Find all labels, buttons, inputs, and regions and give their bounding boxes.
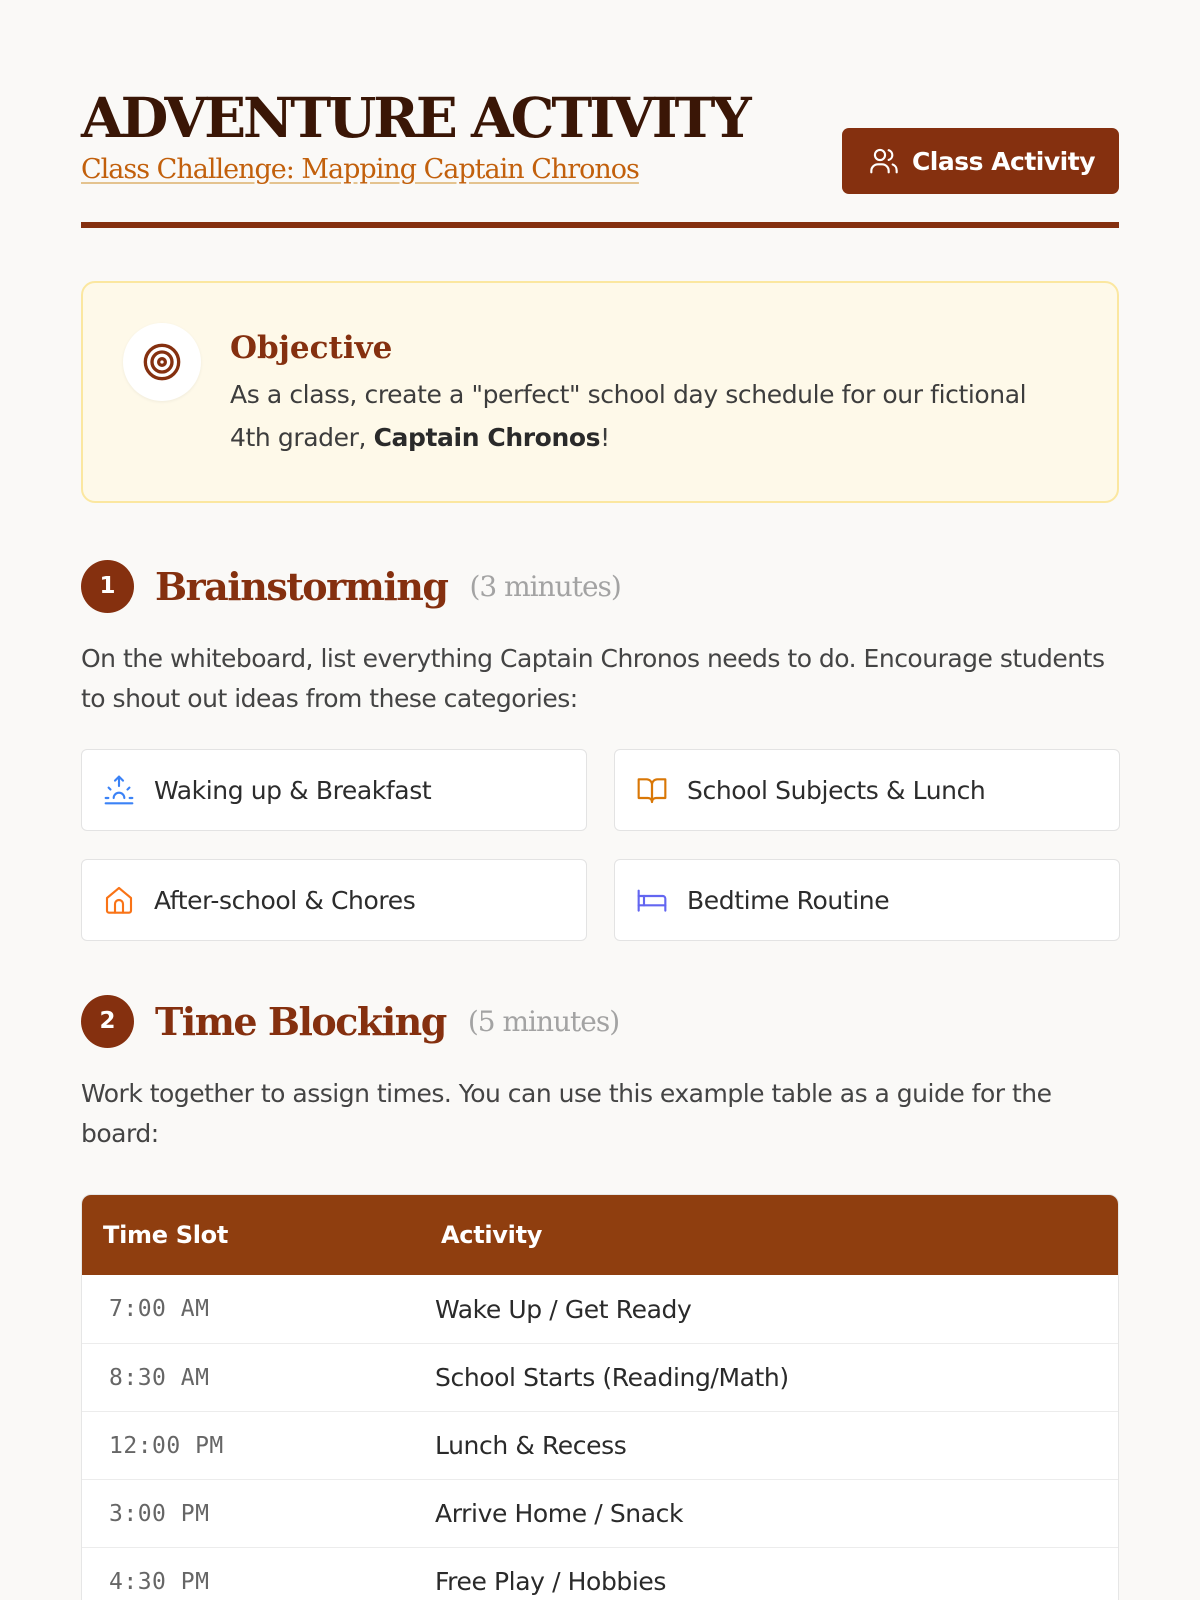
category-card-bedtime[interactable]: [614, 859, 1120, 941]
section-description: On the whiteboard, list everything Captain Chronos needs to do. Encourage students to shout out ideas from these categories:: [81, 644, 1105, 713]
objective-content: [230, 327, 1057, 459]
table-body: [82, 1275, 1118, 1600]
activity-cell: Lunch & Recess: [435, 1431, 627, 1460]
objective-body: [230, 373, 1057, 459]
objective-card: [81, 281, 1119, 503]
class-activity-button[interactable]: [842, 128, 1119, 194]
time-cell: 8:30 AM: [109, 1364, 210, 1391]
category-grid: [81, 749, 1119, 941]
section-title: Brainstorming: [155, 563, 448, 609]
brainstorming-section: [81, 559, 1119, 941]
category-card-waking-up[interactable]: [81, 749, 587, 831]
time-blocking-section: [81, 994, 1119, 1600]
category-card-after-school[interactable]: [81, 859, 587, 941]
table-row[interactable]: [82, 1275, 1118, 1343]
page-subtitle-link[interactable]: Class Challenge: Mapping Captain Chronos: [81, 154, 639, 185]
section-title: Time Blocking: [155, 998, 446, 1044]
table-row[interactable]: [82, 1343, 1118, 1411]
table-header-row: [82, 1195, 1118, 1275]
activity-cell: Wake Up / Get Ready: [435, 1294, 692, 1324]
time-cell: 4:30 PM: [109, 1568, 210, 1595]
class-activity-label: Class Activity: [911, 146, 1095, 176]
category-label: Bedtime Routine: [687, 885, 890, 915]
users-icon: [868, 145, 900, 177]
column-header-activity: Activity: [441, 1221, 543, 1249]
page-header: [81, 0, 1119, 228]
table-row[interactable]: [82, 1547, 1118, 1600]
sunrise-icon: [103, 774, 135, 806]
objective-body-end: !: [600, 423, 610, 452]
category-card-school-subjects[interactable]: [614, 749, 1120, 831]
category-label: After-school & Chores: [154, 885, 416, 915]
objective-character-name: Captain Chronos: [373, 423, 601, 452]
time-cell: 3:00 PM: [109, 1500, 210, 1527]
activity-cell: Arrive Home / Snack: [435, 1499, 684, 1528]
activity-cell: School Starts (Reading/Math): [435, 1363, 789, 1392]
schedule-table: [81, 1194, 1119, 1600]
table-row[interactable]: [82, 1479, 1118, 1547]
step-number-badge: 2: [81, 995, 134, 1048]
category-label: Waking up & Breakfast: [154, 775, 432, 805]
section-description: Work together to assign times. You can use this example table as a guide for the board:: [81, 1079, 1052, 1148]
book-icon: [636, 774, 668, 806]
activity-cell: Free Play / Hobbies: [435, 1567, 667, 1596]
section-duration: (3 minutes): [469, 569, 621, 603]
column-header-time-slot: Time Slot: [103, 1221, 229, 1249]
target-icon: [123, 323, 201, 401]
section-header: [81, 994, 1119, 1048]
objective-title: Objective: [230, 330, 393, 366]
section-duration: (5 minutes): [467, 1004, 620, 1038]
table-row[interactable]: [82, 1411, 1118, 1479]
category-label: School Subjects & Lunch: [687, 775, 986, 805]
step-number-badge: 1: [81, 560, 134, 613]
objective-body-text: As a class, create a "perfect" school day schedule for our fictional 4th grader,: [230, 380, 1027, 452]
section-header: [81, 559, 1119, 613]
home-icon: [103, 884, 135, 916]
time-cell: 12:00 PM: [109, 1432, 224, 1459]
bed-icon: [636, 884, 668, 916]
page-title: ADVENTURE ACTIVITY: [81, 85, 749, 150]
time-cell: 7:00 AM: [109, 1296, 210, 1322]
